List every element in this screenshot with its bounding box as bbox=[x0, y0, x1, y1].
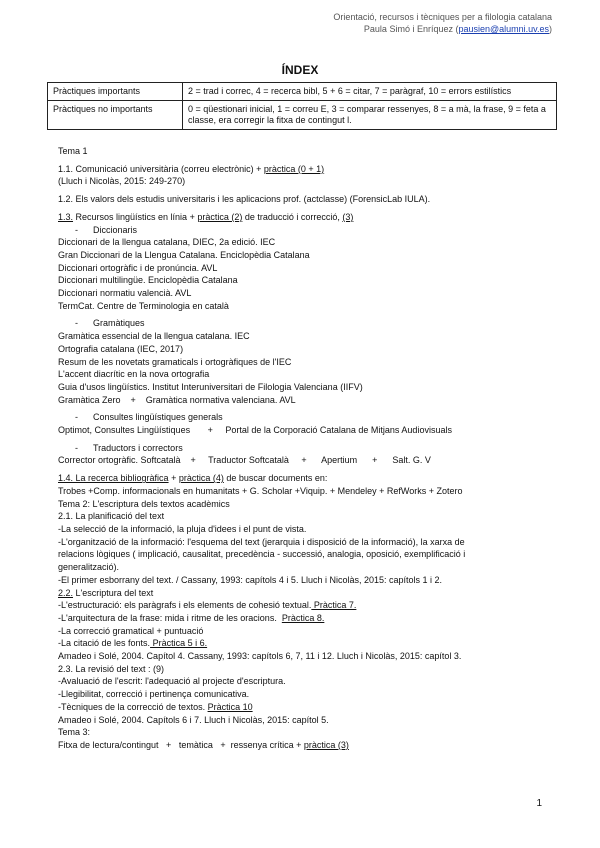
list-item: Gramàtica Zero + Gramàtica normativa valenciana. AVL bbox=[58, 394, 296, 405]
list-item: Gran Diccionari de la Llengua Catalana. Enciclopèdia Catalana bbox=[58, 249, 310, 260]
line-text: L'escriptura del text bbox=[73, 587, 154, 598]
list-item: Diccionari multilingüe. Enciclopèdia Catalana bbox=[58, 275, 238, 286]
practices-table bbox=[47, 82, 557, 130]
list-item: TermCat. Centre de Terminologia en català bbox=[58, 300, 229, 311]
section-line bbox=[58, 211, 550, 224]
list-item: Gramàtica essencial de la llengua catalana. IEC bbox=[58, 331, 250, 342]
practice-link[interactable]: (3) bbox=[342, 211, 354, 222]
practice-link[interactable]: pràctica (2) bbox=[197, 211, 243, 222]
section-line: Trobes +Comp. informacionals en humanitats + G. Scholar +Viquip. + Mendeley + RefWorks + Zotero bbox=[58, 485, 463, 496]
list-item: generalització). bbox=[58, 562, 120, 573]
section-line bbox=[58, 472, 550, 485]
line-text: -L'arquitectura de la frase: mida i ritme de les oracions. bbox=[58, 612, 282, 623]
reference-line: Amadeo i Solé, 2004. Capítol 4. Cassany, 1993: capítols 6, 7, 11 i 12. Lluch i Nicolàs, 2015: capítol 3. bbox=[58, 651, 462, 662]
subsection-heading: - Traductors i correctors bbox=[75, 442, 183, 453]
list-item bbox=[58, 612, 550, 625]
table-cell: 2 = trad i correc, 4 = recerca bibl, 5 + 6 = citar, 7 = paràgraf, 10 = errors estilístics bbox=[183, 83, 557, 101]
list-item: -Avaluació de l'escrit: l'adequació al projecte d'escriptura. bbox=[58, 676, 286, 687]
list-item: Resum de les novetats gramaticals i ortogràfiques de l'IEC bbox=[58, 356, 292, 367]
line-text: -L'estructuració: els paràgrafs i els elements de cohesió textual. bbox=[58, 600, 312, 611]
subsection-label: Traductors i correctors bbox=[93, 442, 183, 453]
subsection-heading: 2.3. La revisió del text : (9) bbox=[58, 663, 165, 674]
list-item: Diccionari normatiu valencià. AVL bbox=[58, 288, 192, 299]
list-item: -El primer esborrany del text. / Cassany, 1993: capítols 4 i 5. Lluch i Nicolàs, 2015: capítols 1 i 2. bbox=[58, 574, 443, 585]
section-number: 1.3. bbox=[58, 211, 74, 222]
course-title: Orientació, recursos i tècniques per a filologia catalana bbox=[333, 12, 552, 22]
author-email-link[interactable]: pausien@alumni.uv.es bbox=[458, 24, 549, 34]
section-number: 2.2. bbox=[58, 587, 74, 598]
section-line: 1.2. Els valors dels estudis universitaris i les aplicacions prof. (actclasse) (ForensicLab IULA). bbox=[58, 194, 431, 205]
subsection-label: Diccionaris bbox=[93, 224, 138, 235]
list-item: -La correcció gramatical + puntuació bbox=[58, 625, 204, 636]
subsection-heading: - Gramàtiques bbox=[75, 318, 145, 329]
practice-link[interactable]: pràctica (4) bbox=[178, 473, 224, 484]
practice-link[interactable]: pràctica (3) bbox=[303, 739, 349, 750]
line-text: Fitxa de lectura/contingut + temàtica + ressenya crítica + bbox=[58, 739, 304, 750]
subsection-label: Consultes lingüístiques generals bbox=[93, 412, 223, 423]
page-title: ÍNDEX bbox=[281, 63, 319, 77]
section-line bbox=[58, 163, 550, 176]
line-text: + bbox=[168, 473, 179, 484]
practice-link[interactable]: pràctica (0 + 1) bbox=[263, 163, 325, 174]
line-text: 1.1. Comunicació universitària (correu electrònic) + bbox=[58, 163, 264, 174]
section-line bbox=[58, 739, 550, 752]
reference-line: (Lluch i Nicolàs, 2015: 249-270) bbox=[58, 176, 186, 187]
table-cell: Pràctiques importants bbox=[48, 83, 183, 101]
table-row bbox=[48, 101, 557, 130]
list-item: L'accent diacrític en la nova ortografia bbox=[58, 369, 210, 380]
practice-link[interactable]: Pràctica 7. bbox=[311, 600, 357, 611]
line-text: de buscar documents en: bbox=[223, 473, 328, 484]
list-item: Diccionari de la llengua catalana, DIEC, 2a edició. IEC bbox=[58, 237, 276, 248]
list-item: Optimot, Consultes Lingüístiques + Portal de la Corporació Catalana de Mitjans Audiovisuals bbox=[58, 425, 452, 436]
practice-link[interactable]: Pràctica 8. bbox=[281, 612, 325, 623]
table-cell: Pràctiques no importants bbox=[48, 101, 183, 130]
reference-line: Amadeo i Solé, 2004. Capítols 6 i 7. Lluch i Nicolàs, 2015: capítol 5. bbox=[58, 714, 329, 725]
line-text: -Tècniques de la correcció de textos. bbox=[58, 701, 208, 712]
list-item: -Llegibilitat, correcció i pertinença comunicativa. bbox=[58, 689, 250, 700]
line-text: Recursos lingüístics en línia + bbox=[73, 211, 198, 222]
section-heading: Tema 1 bbox=[58, 146, 88, 156]
document-body bbox=[58, 145, 550, 752]
subsection-label: Gramàtiques bbox=[93, 318, 145, 329]
table-cell: 0 = qüestionari inicial, 1 = correu E, 3 = comparar ressenyes, 8 = a mà, la frase, 9 = feta a classe, era corregir la fitxa de contingut l. bbox=[183, 101, 557, 130]
subsection-heading: - Diccionaris bbox=[75, 224, 138, 235]
table-row bbox=[48, 83, 557, 101]
page-header: Orientació, recursos i tècniques per a filologia catalana Paula Simó i Enríquez (pausien@alumni.uv.es) bbox=[333, 12, 552, 34]
list-item bbox=[58, 701, 550, 714]
line-text: -La citació de les fonts. bbox=[58, 638, 151, 649]
list-item: Diccionari ortogràfic i de pronúncia. AVL bbox=[58, 262, 218, 273]
list-item: relacions lògiques ( implicació, causalitat, precedència - successió, analogia, oposició, exemplificació i bbox=[58, 549, 466, 560]
subsection-heading: 2.1. La planificació del text bbox=[58, 511, 165, 522]
section-heading: Tema 2: L'escriptura dels textos acadèmics bbox=[58, 498, 230, 509]
author-name: Paula Simó i Enríquez bbox=[363, 24, 453, 34]
list-item bbox=[58, 637, 550, 650]
line-text: de traducció i correcció, bbox=[242, 211, 343, 222]
practice-link[interactable]: Pràctica 10 bbox=[207, 701, 253, 712]
list-item: Guia d'usos lingüístics. Institut Interuniversitari de Filologia Valenciana (IIFV) bbox=[58, 381, 363, 392]
list-item: -La selecció de la informació, la pluja d'idees i el punt de vista. bbox=[58, 523, 307, 534]
list-item: -L'organització de la informació: l'esquema del text (jerarquia i disposició de la informació), la xarxa de bbox=[58, 536, 465, 547]
list-item: Corrector ortogràfic. Softcatalà + Traductor Softcatalà + Apertium + Salt. G. V bbox=[58, 455, 431, 466]
list-item bbox=[58, 599, 550, 612]
subsection-heading: - Consultes lingüístiques generals bbox=[75, 412, 223, 423]
subsection-heading bbox=[58, 587, 550, 600]
list-item: Ortografia catalana (IEC, 2017) bbox=[58, 343, 184, 354]
page-number: 1 bbox=[536, 798, 542, 809]
section-link[interactable]: 1.4. La recerca bibliogràfica bbox=[58, 473, 169, 484]
section-heading: Tema 3: bbox=[58, 727, 91, 738]
practice-link[interactable]: Pràctica 5 i 6. bbox=[150, 638, 208, 649]
